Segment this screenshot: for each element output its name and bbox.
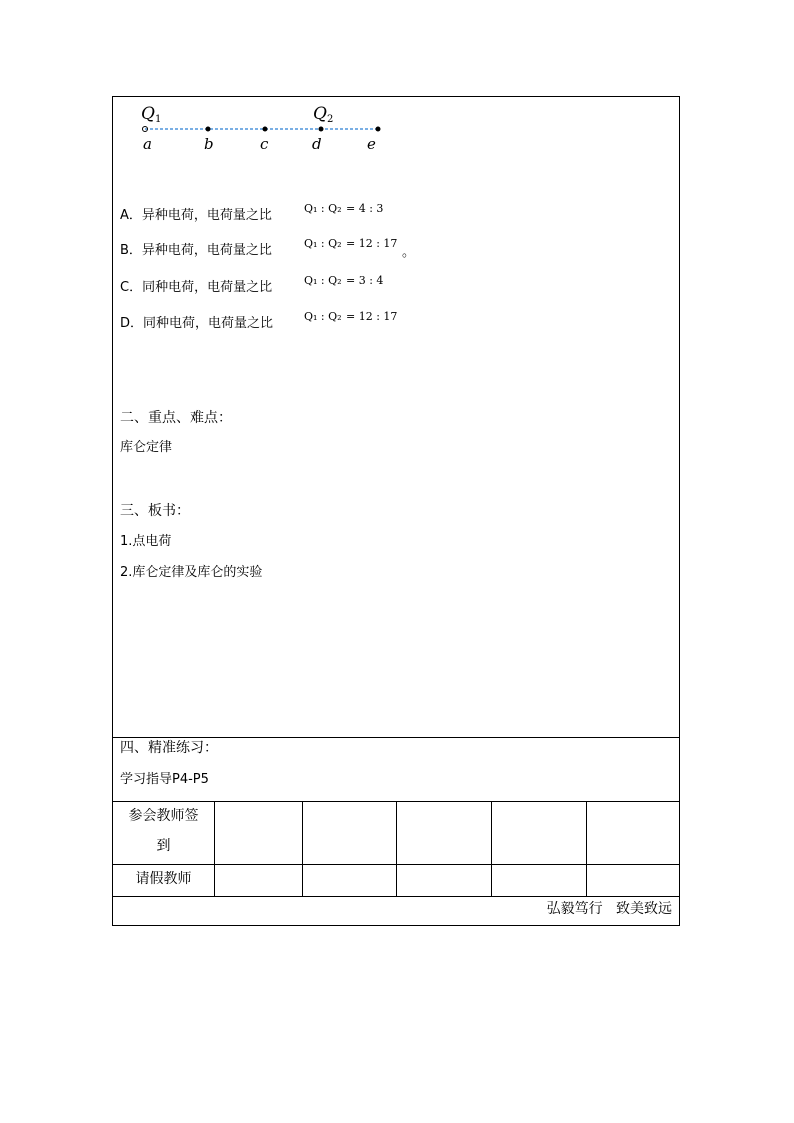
option-ratio-value: = 12 : 17 xyxy=(346,237,398,250)
point-label-d: d xyxy=(312,135,322,153)
point-label-a: a xyxy=(143,135,152,153)
option-label: D．同种电荷，电荷量之比 xyxy=(120,316,274,331)
school-motto: 弘毅笃行 致美致远 xyxy=(546,901,672,917)
charge-label-q2: Q2 xyxy=(313,104,334,125)
option-ratio-lhs: Q₁ : Q₂ xyxy=(304,202,342,215)
section4-content: 学习指导P4-P5 xyxy=(120,772,209,787)
leave-teacher-label: 请假教师 xyxy=(135,871,192,887)
section2-content: 库仑定律 xyxy=(120,440,173,455)
option-ratio-value: = 4 : 3 xyxy=(346,202,384,215)
point-e xyxy=(376,127,381,132)
col-divider xyxy=(396,801,397,896)
option-suffix: 。 xyxy=(402,245,416,260)
col-divider xyxy=(586,801,587,896)
option-ratio-lhs: Q₁ : Q₂ xyxy=(304,274,342,287)
option-label: A．异种电荷，电荷量之比 xyxy=(120,208,272,223)
point-label-b: b xyxy=(204,135,214,153)
section3-item-2: 2.库仑定律及库仑的实验 xyxy=(120,565,263,580)
section3-item-1: 1.点电荷 xyxy=(120,534,172,549)
charge-line-diagram xyxy=(123,99,423,159)
point-label-c: c xyxy=(260,135,269,153)
point-b xyxy=(206,127,211,132)
option-label: C．同种电荷，电荷量之比 xyxy=(120,280,273,295)
option-ratio-lhs: Q₁ : Q₂ xyxy=(304,237,342,250)
col-divider xyxy=(302,801,303,896)
section4-heading: 四、精准练习： xyxy=(120,740,218,756)
option-label: B．异种电荷，电荷量之比 xyxy=(120,243,272,258)
section3-heading: 三、板书： xyxy=(120,503,190,519)
option-ratio-value: = 3 : 4 xyxy=(346,274,384,287)
col-divider xyxy=(491,801,492,896)
divider-section4 xyxy=(113,737,679,738)
point-label-e: e xyxy=(367,135,376,153)
charge-label-q1: Q1 xyxy=(141,104,162,125)
signin-label-line1: 参会教师签 xyxy=(128,808,199,824)
lesson-plan-table xyxy=(112,96,680,926)
option-ratio-lhs: Q₁ : Q₂ xyxy=(304,310,342,323)
section2-heading: 二、重点、难点： xyxy=(120,410,232,426)
divider-motto-row xyxy=(113,896,679,897)
option-ratio-value: = 12 : 17 xyxy=(346,310,398,323)
point-d xyxy=(319,127,324,132)
signin-label-line2: 到 xyxy=(156,838,171,854)
point-c xyxy=(263,127,268,132)
col-divider xyxy=(214,801,215,896)
